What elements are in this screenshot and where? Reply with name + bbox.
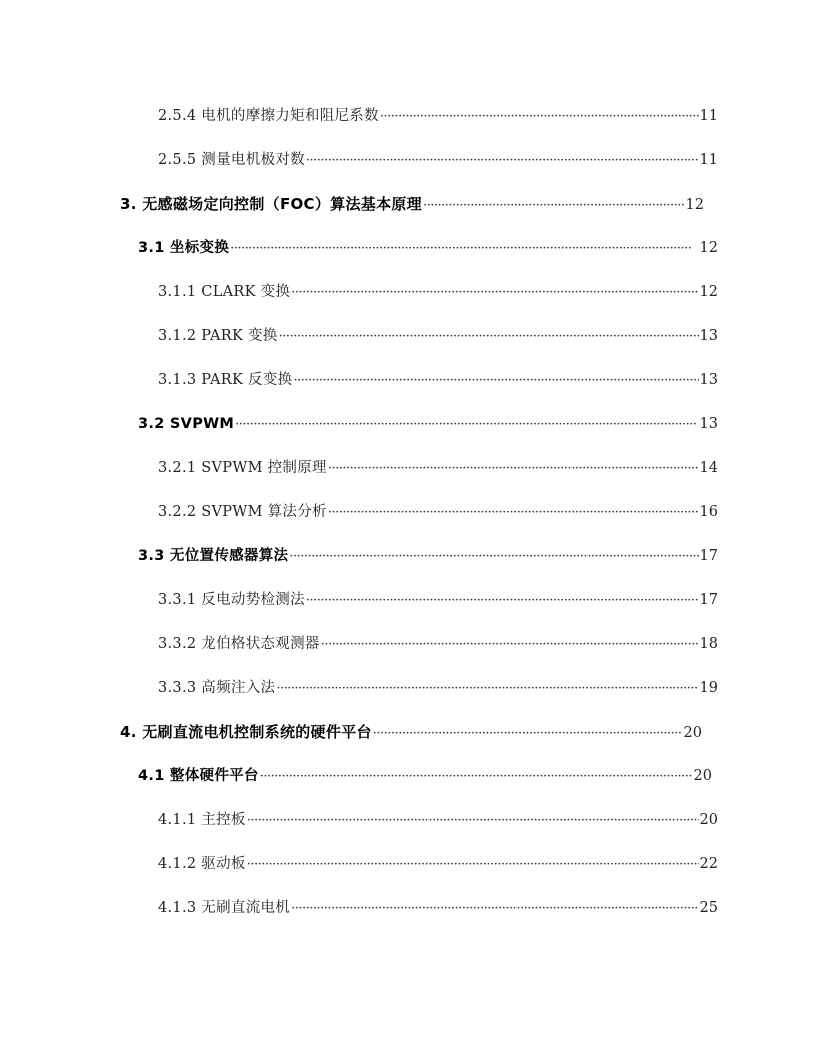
toc-entry-title: 3.3 无位置传感器算法 [138, 548, 289, 564]
toc-entry-title: 3.3.1 反电动势检测法 [158, 592, 305, 608]
toc-entry-page: 18 [699, 636, 718, 652]
toc-dot-leader [235, 413, 698, 436]
toc-entry-4-1-3[interactable] [158, 896, 718, 920]
toc-entry-title: 3. 无感磁场定向控制（FOC）算法基本原理 [120, 195, 422, 213]
toc-dot-leader [306, 589, 699, 612]
toc-entry-page: 17 [699, 592, 718, 608]
toc-entry-3-2-1[interactable] [158, 456, 718, 480]
toc-dot-leader [276, 677, 698, 700]
toc-dot-leader [423, 194, 685, 216]
toc-entry-2-5-5[interactable] [158, 148, 718, 172]
toc-entry-3-2-2[interactable] [158, 500, 718, 524]
toc-entry-3-2[interactable] [138, 412, 718, 436]
toc-entry-title: 3.1.3 PARK 反变换 [158, 372, 293, 388]
toc-entry-title: 3.2 SVPWM [138, 416, 235, 432]
toc-entry-3-1-1[interactable] [158, 280, 718, 304]
toc-entry-title: 3.1.1 CLARK 变换 [158, 284, 291, 300]
toc-entry-page: 13 [699, 416, 718, 432]
toc-entry-page: 12 [685, 197, 704, 213]
toc-entry-page: 16 [699, 504, 718, 520]
toc-entry-title: 3.2.1 SVPWM 控制原理 [158, 460, 327, 476]
toc-dot-leader [306, 149, 699, 172]
toc-dot-leader [247, 809, 699, 832]
toc-entry-title: 2.5.4 电机的摩擦力矩和阻尼系数 [158, 108, 379, 124]
toc-entry-page: 17 [699, 548, 718, 564]
toc-entry-3-3-3[interactable] [158, 676, 718, 700]
toc-entry-page: 13 [699, 328, 718, 344]
toc-entry-3-3[interactable] [138, 544, 718, 568]
toc-entry-page: 11 [699, 152, 718, 168]
toc-entry-title: 3.3.3 高频注入法 [158, 680, 276, 696]
toc-entry-3-1-2[interactable] [158, 324, 718, 348]
toc-dot-leader [321, 633, 699, 656]
toc-entry-2-5-4[interactable] [158, 104, 718, 128]
toc-entry-chapter-4[interactable] [120, 720, 702, 744]
toc-entry-page: 20 [683, 725, 702, 741]
toc-entry-title: 4.1.3 无刷直流电机 [158, 900, 291, 916]
toc-entry-3-1-3[interactable] [158, 368, 718, 392]
toc-entry-3-3-2[interactable] [158, 632, 718, 656]
toc-entry-title: 3.3.2 龙伯格状态观测器 [158, 636, 320, 652]
toc-entry-page: 20 [693, 768, 712, 784]
toc-dot-leader [328, 457, 699, 480]
toc-entry-page: 12 [699, 284, 718, 300]
toc-entry-title: 4.1.1 主控板 [158, 812, 246, 828]
toc-dot-leader [291, 897, 698, 920]
toc-dot-leader [230, 237, 698, 260]
toc-entry-3-1[interactable] [138, 236, 718, 260]
toc-entry-page: 14 [699, 460, 718, 476]
toc-dot-leader [328, 501, 699, 524]
toc-entry-title: 3.1.2 PARK 变换 [158, 328, 278, 344]
toc-dot-leader [291, 281, 698, 304]
toc-entry-page: 12 [699, 240, 718, 256]
toc-entry-page: 22 [699, 856, 718, 872]
toc-dot-leader [260, 765, 693, 788]
toc-dot-leader [293, 369, 698, 392]
toc-entry-4-1-1[interactable] [158, 808, 718, 832]
toc-entry-title: 4.1.2 驱动板 [158, 856, 246, 872]
toc-entry-title: 4.1 整体硬件平台 [138, 768, 259, 784]
toc-entry-4-1-2[interactable] [158, 852, 718, 876]
toc-entry-3-3-1[interactable] [158, 588, 718, 612]
toc-entry-title: 3.2.2 SVPWM 算法分析 [158, 504, 327, 520]
toc-dot-leader [279, 325, 699, 348]
toc-entry-page: 25 [699, 900, 718, 916]
toc-entry-page: 19 [699, 680, 718, 696]
toc-dot-leader [289, 545, 698, 568]
toc-entry-4-1[interactable] [138, 764, 712, 788]
toc-entry-title: 2.5.5 测量电机极对数 [158, 152, 305, 168]
toc-entry-page: 13 [699, 372, 718, 388]
toc-entry-page: 20 [699, 812, 718, 828]
toc-entry-page: 11 [699, 108, 718, 124]
toc-entry-chapter-3[interactable] [120, 192, 704, 216]
toc-dot-leader [380, 105, 699, 128]
toc-entry-title: 4. 无刷直流电机控制系统的硬件平台 [120, 723, 372, 741]
toc-dot-leader [373, 722, 683, 744]
toc-entry-title: 3.1 坐标变换 [138, 240, 230, 256]
toc-dot-leader [247, 853, 699, 876]
